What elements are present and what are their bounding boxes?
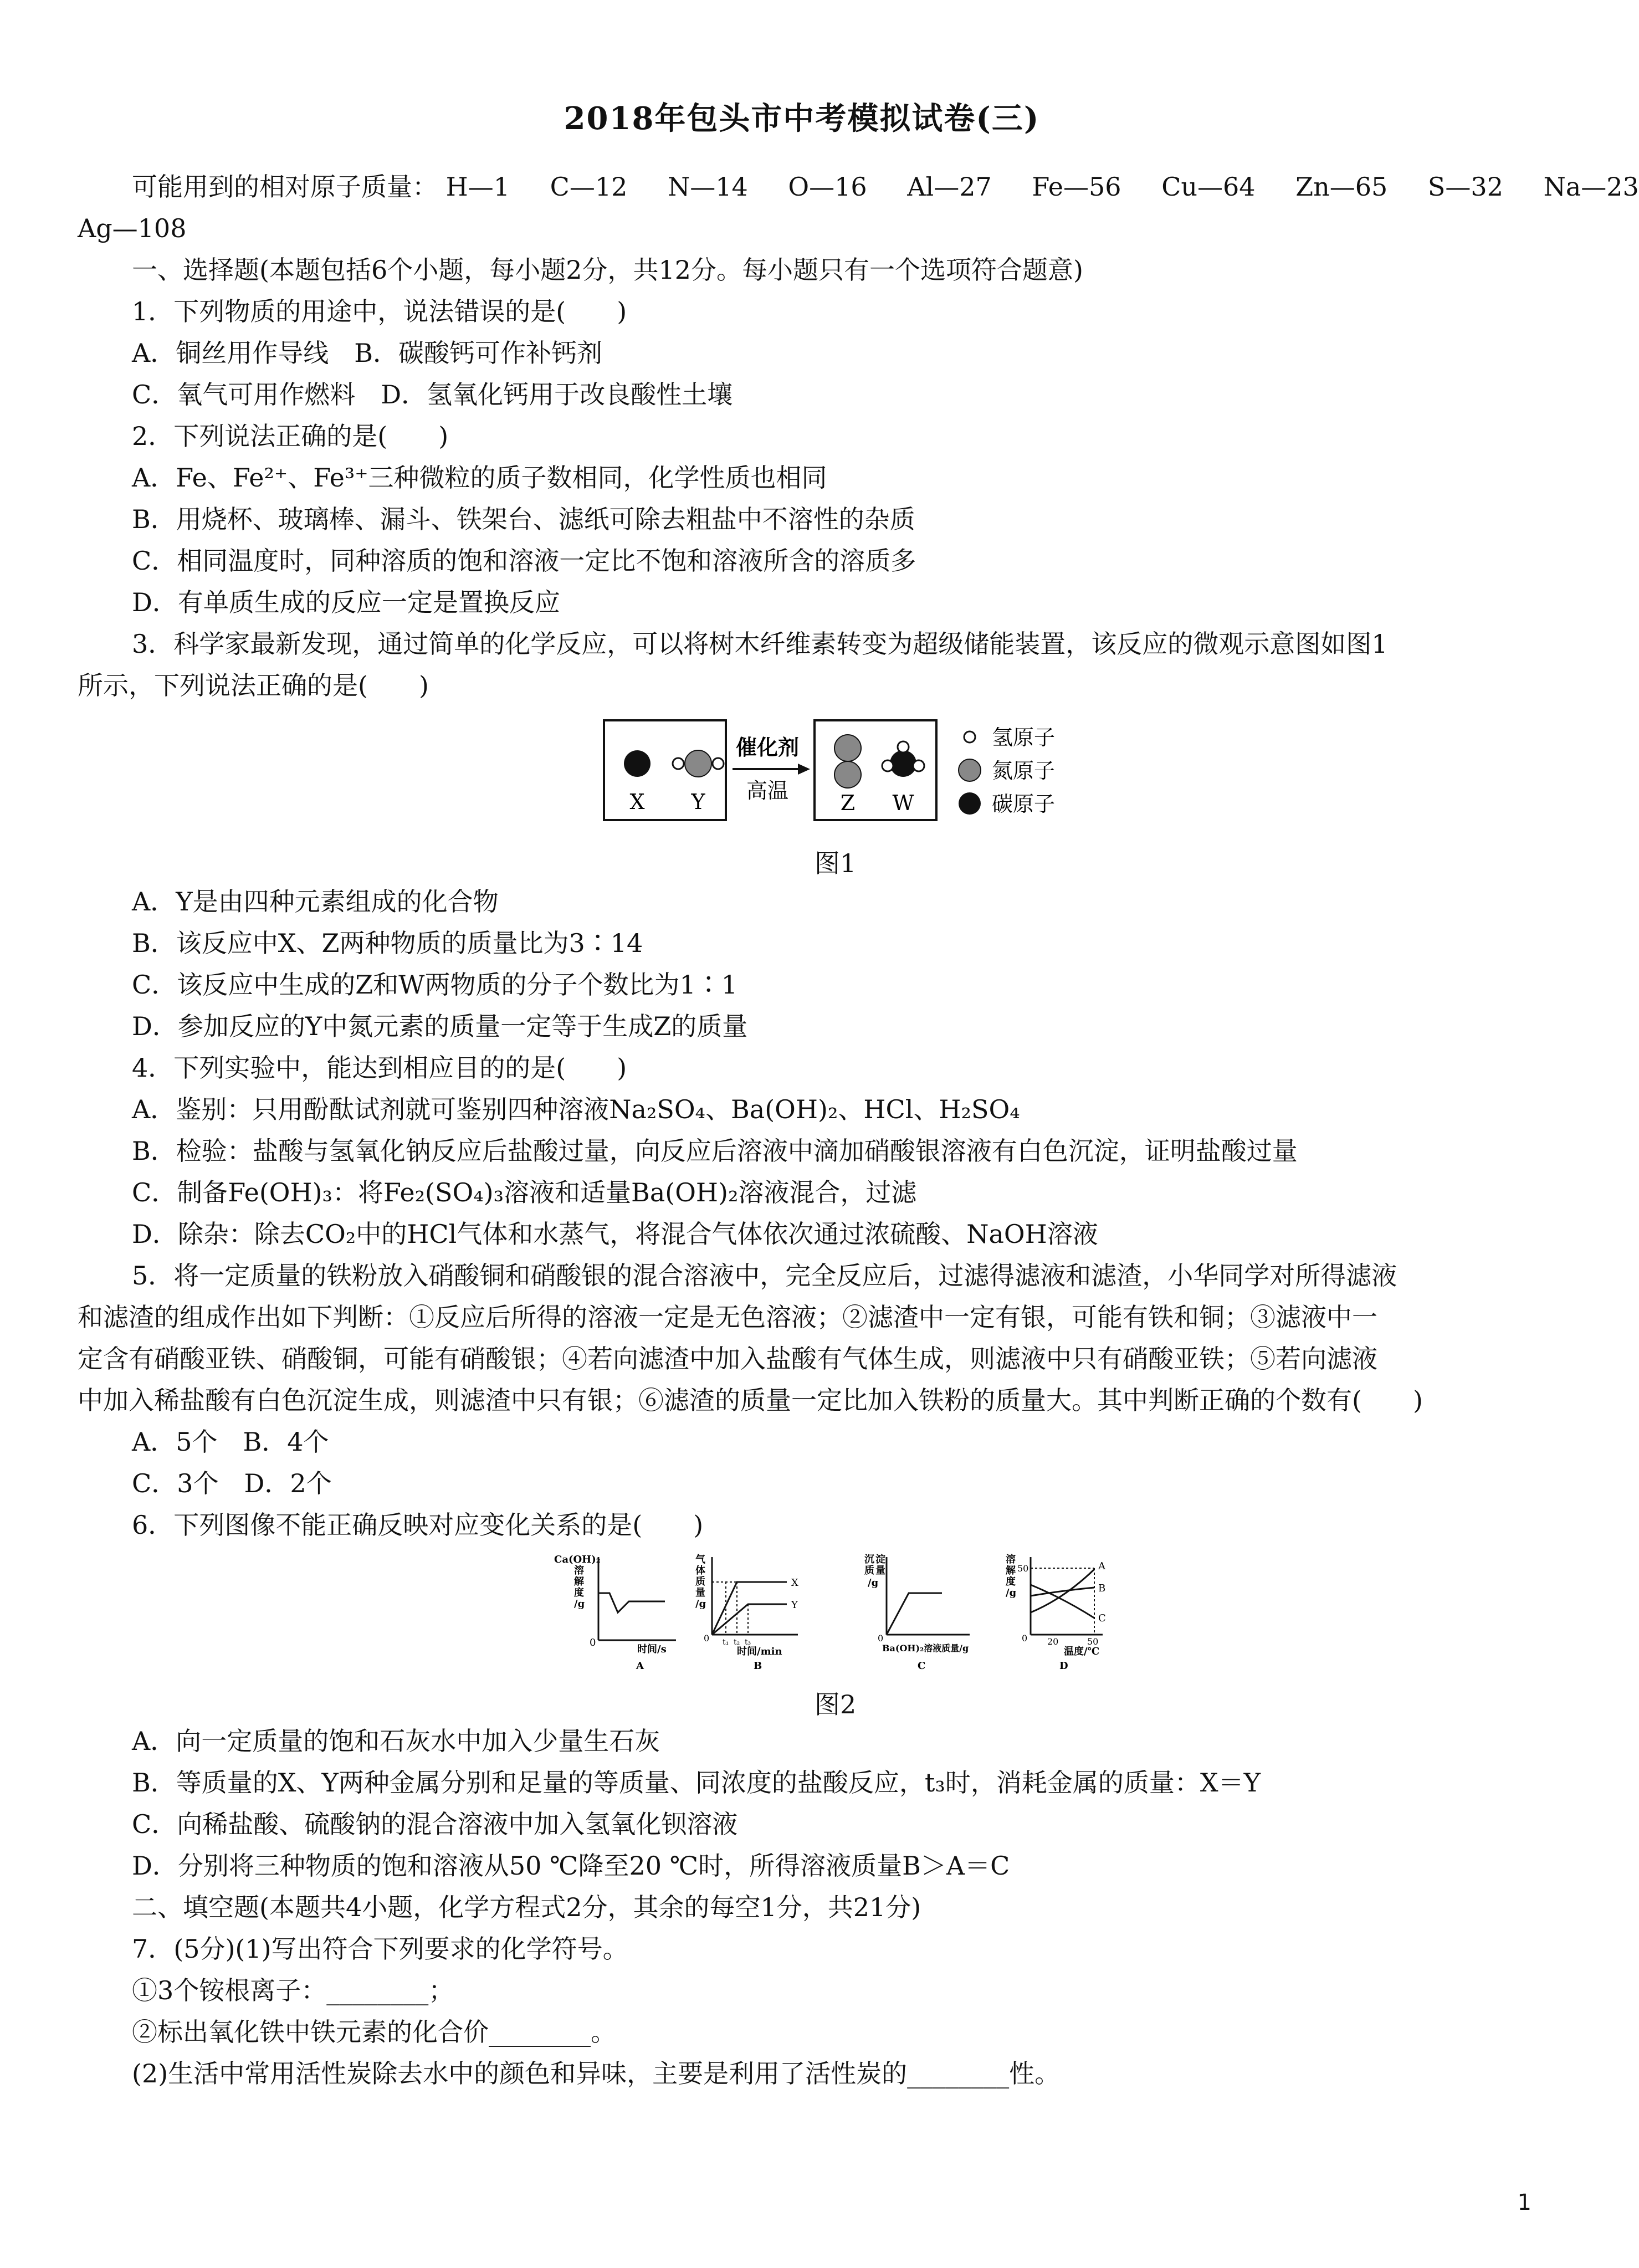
q4-option-c: C．制备Fe(OH)₃：将Fe₂(SO₄)₃溶液和适量Ba(OH)₂溶液混合，过滤 bbox=[132, 1177, 917, 1207]
q1-options-cd: C．氧气可用作燃料 D．氢氧化钙用于改良酸性土壤 bbox=[132, 380, 733, 409]
graph-d-ylabel: 溶 bbox=[1006, 1554, 1016, 1565]
graph-b bbox=[695, 1553, 798, 1672]
graph-a-ylabel: Ca(OH)₂ bbox=[554, 1554, 601, 1565]
z-nitrogen-atom bbox=[834, 761, 861, 788]
q3-stem-line2: 所示，下列说法正确的是( ) bbox=[78, 670, 429, 700]
q1-stem: 1．下列物质的用途中，说法错误的是( ) bbox=[132, 296, 627, 326]
x-carbon-atom bbox=[624, 750, 651, 777]
graph-b-tick: t₃ bbox=[745, 1638, 751, 1647]
w-hydrogen-atom bbox=[882, 760, 893, 771]
atomic-mass-overflow: Ag—108 bbox=[78, 213, 187, 243]
graph-d-x-tick: 20 bbox=[1047, 1636, 1059, 1647]
label-y: Y bbox=[691, 790, 705, 814]
graph-a-origin: 0 bbox=[590, 1637, 596, 1648]
q7-item-1: ①3个铵根离子：________； bbox=[132, 1975, 454, 2005]
graph-b-tick: t₁ bbox=[723, 1638, 729, 1647]
q5-options-ab: A．5个 B．4个 bbox=[132, 1427, 329, 1457]
figure-2-graphs bbox=[554, 1552, 1119, 1673]
q1-options-ab: A．铜丝用作导线 B．碳酸钙可作补钙剂 bbox=[132, 338, 603, 368]
legend-carbon-icon bbox=[959, 792, 981, 815]
graph-a-ylabel: 度 bbox=[574, 1587, 584, 1599]
q2-option-a: A．Fe、Fe²⁺、Fe³⁺三种微粒的质子数相同，化学性质也相同 bbox=[132, 463, 827, 493]
label-w: W bbox=[892, 791, 914, 815]
graph-d-ylabel: 解 bbox=[1006, 1565, 1016, 1576]
atomic-mass: O—16 bbox=[788, 172, 867, 202]
legend-hydrogen-icon bbox=[964, 731, 975, 743]
q5-line4: 中加入稀盐酸有白色沉淀生成，则滤渣中只有银；⑥滤渣的质量一定比加入铁粉的质量大。其中判断正确的个数有( ) bbox=[78, 1385, 1423, 1415]
q2-option-d: D．有单质生成的反应一定是置换反应 bbox=[132, 587, 560, 617]
graph-a-ylabel: /g bbox=[574, 1598, 585, 1610]
atomic-mass: S—32 bbox=[1427, 172, 1503, 202]
graph-d-ylabel: /g bbox=[1006, 1587, 1017, 1599]
graph-b-series-y bbox=[712, 1604, 787, 1635]
graph-d-series-c-label: C bbox=[1098, 1612, 1106, 1624]
q7-stem: 7．(5分)(1)写出符合下列要求的化学符号。 bbox=[132, 1934, 628, 1964]
graph-b-ylabel: 质 bbox=[695, 1576, 705, 1588]
q6-option-a: A．向一定质量的饱和石灰水中加入少量生石灰 bbox=[132, 1726, 660, 1756]
q3-option-d: D．参加反应的Y中氮元素的质量一定等于生成Z的质量 bbox=[132, 1011, 748, 1041]
graph-c-curve bbox=[887, 1593, 942, 1635]
atomic-mass: C—12 bbox=[550, 172, 628, 202]
graph-b-ylabel: 量 bbox=[695, 1587, 705, 1599]
page-number: 1 bbox=[1517, 2190, 1532, 2215]
graph-d-x-tick: 50 bbox=[1087, 1636, 1099, 1647]
z-nitrogen-atom bbox=[834, 735, 861, 761]
y-hydrogen-atom bbox=[673, 758, 684, 769]
w-hydrogen-atom bbox=[913, 760, 924, 771]
figure-1-caption: 图1 bbox=[815, 848, 857, 878]
graph-d-ylabel: 度 bbox=[1006, 1576, 1016, 1588]
arrow-catalyst-label: 催化剂 bbox=[735, 735, 800, 760]
q3-option-a: A．Y是由四种元素组成的化合物 bbox=[132, 887, 499, 917]
q3-option-b: B．该反应中X、Z两种物质的质量比为3∶14 bbox=[132, 928, 643, 958]
arrow-head bbox=[798, 764, 810, 775]
graph-a bbox=[554, 1554, 676, 1672]
w-hydrogen-atom bbox=[898, 741, 909, 752]
q7-item-3: (2)生活中常用活性炭除去水中的颜色和异味，主要是利用了活性炭的________性。 bbox=[132, 2059, 1061, 2088]
graph-c-ylabel: 质 bbox=[864, 1565, 874, 1576]
figure-2-caption: 图2 bbox=[815, 1690, 857, 1719]
graph-c-tag: C bbox=[918, 1660, 926, 1672]
graph-d-xlabel: 温度/℃ bbox=[1064, 1646, 1100, 1657]
graph-d-series-c bbox=[1031, 1585, 1094, 1618]
q2-option-b: B．用烧杯、玻璃棒、漏斗、铁架台、滤纸可除去粗盐中不溶性的杂质 bbox=[132, 504, 915, 534]
legend-nitrogen-icon bbox=[959, 759, 981, 781]
q6-option-c: C．向稀盐酸、硫酸钠的混合溶液中加入氢氧化钡溶液 bbox=[132, 1809, 738, 1839]
graph-a-ylabel: 解 bbox=[574, 1576, 584, 1588]
graph-c-ylabel: 淀 bbox=[875, 1554, 885, 1565]
page-title: 2018年包头市中考模拟试卷(三) bbox=[564, 100, 1040, 137]
atomic-mass: Al—27 bbox=[907, 172, 992, 202]
q5-line2: 和滤渣的组成作出如下判断：①反应后所得的溶液一定是无色溶液；②滤渣中一定有银，可能有铁和铜；③滤液中一 bbox=[78, 1302, 1377, 1332]
q6-option-d: D．分别将三种物质的饱和溶液从50 ℃降至20 ℃时，所得溶液质量B＞A＝C bbox=[132, 1851, 1010, 1881]
legend-carbon-label: 碳原子 bbox=[992, 792, 1056, 816]
atomic-mass: Cu—64 bbox=[1161, 172, 1256, 202]
graph-b-ylabel: 气 bbox=[695, 1554, 705, 1565]
q3-option-c: C．该反应中生成的Z和W两物质的分子个数比为1∶1 bbox=[132, 970, 737, 1000]
atomic-masses-line bbox=[132, 170, 1639, 203]
label-x: X bbox=[629, 790, 645, 814]
graph-c-ylabel: 沉 bbox=[864, 1554, 874, 1565]
q3-stem-line1: 3．科学家最新发现，通过简单的化学反应，可以将树木纤维素转变为超级储能装置，该反应的微观示意图如图1 bbox=[132, 629, 1388, 659]
label-z: Z bbox=[840, 791, 856, 815]
q2-stem: 2．下列说法正确的是( ) bbox=[132, 421, 449, 451]
q7-item-2: ②标出氧化铁中铁元素的化合价________。 bbox=[132, 2017, 616, 2047]
graph-c-origin: 0 bbox=[878, 1633, 884, 1644]
q2-option-c: C．相同温度时，同种溶质的饱和溶液一定比不饱和溶液所含的溶质多 bbox=[132, 546, 916, 576]
q4-option-b: B．检验：盐酸与氢氧化钠反应后盐酸过量，向反应后溶液中滴加硝酸银溶液有白色沉淀，证明盐酸过量 bbox=[132, 1136, 1298, 1166]
q5-options-cd: C．3个 D．2个 bbox=[132, 1468, 332, 1498]
q4-option-d: D．除杂：除去CO₂中的HCl气体和水蒸气，将混合气体依次通过浓硫酸、NaOH溶液 bbox=[132, 1219, 1098, 1249]
atomic-mass: H—1 bbox=[445, 172, 510, 202]
graph-a-tag: A bbox=[636, 1660, 644, 1672]
legend-nitrogen-label: 氮原子 bbox=[992, 759, 1056, 783]
graph-a-curve bbox=[598, 1593, 665, 1612]
atomic-mass: Na—23 bbox=[1543, 172, 1639, 202]
arrow-temp-label: 高温 bbox=[746, 779, 789, 803]
graph-c-ylabel: /g bbox=[868, 1577, 879, 1589]
graph-a-ylabel: 溶 bbox=[574, 1565, 584, 1576]
graph-b-tag: B bbox=[754, 1660, 762, 1672]
graph-b-series-x bbox=[712, 1582, 787, 1635]
graph-d-series-b-label: B bbox=[1098, 1583, 1106, 1594]
graph-d bbox=[1006, 1553, 1106, 1672]
y-nitrogen-atom bbox=[685, 750, 711, 777]
q4-stem: 4．下列实验中，能达到相应目的的是( ) bbox=[132, 1053, 627, 1083]
atomic-masses-label: 可能用到的相对原子质量： bbox=[132, 172, 438, 202]
graph-c bbox=[864, 1553, 970, 1672]
graph-d-tag: D bbox=[1059, 1660, 1068, 1672]
graph-b-series-y-label: Y bbox=[791, 1599, 798, 1611]
graph-d-tick: 50 bbox=[1017, 1563, 1029, 1574]
graph-c-ylabel: 量 bbox=[875, 1565, 885, 1576]
graph-b-ylabel: 体 bbox=[695, 1565, 705, 1576]
graph-b-tick: t₂ bbox=[734, 1638, 740, 1647]
graph-c-xlabel: Ba(OH)₂溶液质量/g bbox=[882, 1643, 969, 1653]
graph-b-origin: 0 bbox=[704, 1633, 710, 1644]
legend-hydrogen-label: 氢原子 bbox=[992, 725, 1056, 750]
atomic-mass: Zn—65 bbox=[1295, 172, 1388, 202]
q6-stem: 6．下列图像不能正确反映对应变化关系的是( ) bbox=[132, 1510, 704, 1540]
w-carbon-atom bbox=[890, 750, 916, 777]
atomic-mass: N—14 bbox=[668, 172, 748, 202]
q4-option-a: A．鉴别：只用酚酞试剂就可鉴别四种溶液Na₂SO₄、Ba(OH)₂、HCl、H₂SO₄ bbox=[132, 1094, 1020, 1124]
atomic-mass: Fe—56 bbox=[1032, 172, 1121, 202]
q5-line3: 定含有硝酸亚铁、硝酸铜，可能有硝酸银；④若向滤渣中加入盐酸有气体生成，则滤液中只有硝酸亚铁；⑤若向滤液 bbox=[78, 1344, 1377, 1374]
graph-b-xlabel: 时间/min bbox=[737, 1646, 782, 1657]
graph-b-series-x-label: X bbox=[791, 1577, 798, 1589]
section-2-heading: 二、填空题(本题共4小题，化学方程式2分，其余的每空1分，共21分) bbox=[132, 1892, 921, 1922]
q6-option-b: B．等质量的X、Y两种金属分别和足量的等质量、同浓度的盐酸反应，t₃时，消耗金属的质量：X＝Y bbox=[132, 1768, 1261, 1798]
graph-a-xlabel: 时间/s bbox=[637, 1644, 667, 1655]
q5-line1: 5．将一定质量的铁粉放入硝酸铜和硝酸银的混合溶液中，完全反应后，过滤得滤液和滤渣，小华同学对所得滤液 bbox=[132, 1261, 1397, 1291]
y-hydrogen-atom bbox=[713, 758, 724, 769]
graph-d-origin: 0 bbox=[1022, 1633, 1028, 1644]
graph-d-series-a-label: A bbox=[1098, 1560, 1105, 1572]
figure-1-reaction-diagram bbox=[604, 715, 1103, 826]
graph-b-ylabel: /g bbox=[695, 1598, 706, 1610]
section-1-heading: 一、选择题(本题包括6个小题，每小题2分，共12分。每小题只有一个选项符合题意) bbox=[132, 255, 1083, 285]
